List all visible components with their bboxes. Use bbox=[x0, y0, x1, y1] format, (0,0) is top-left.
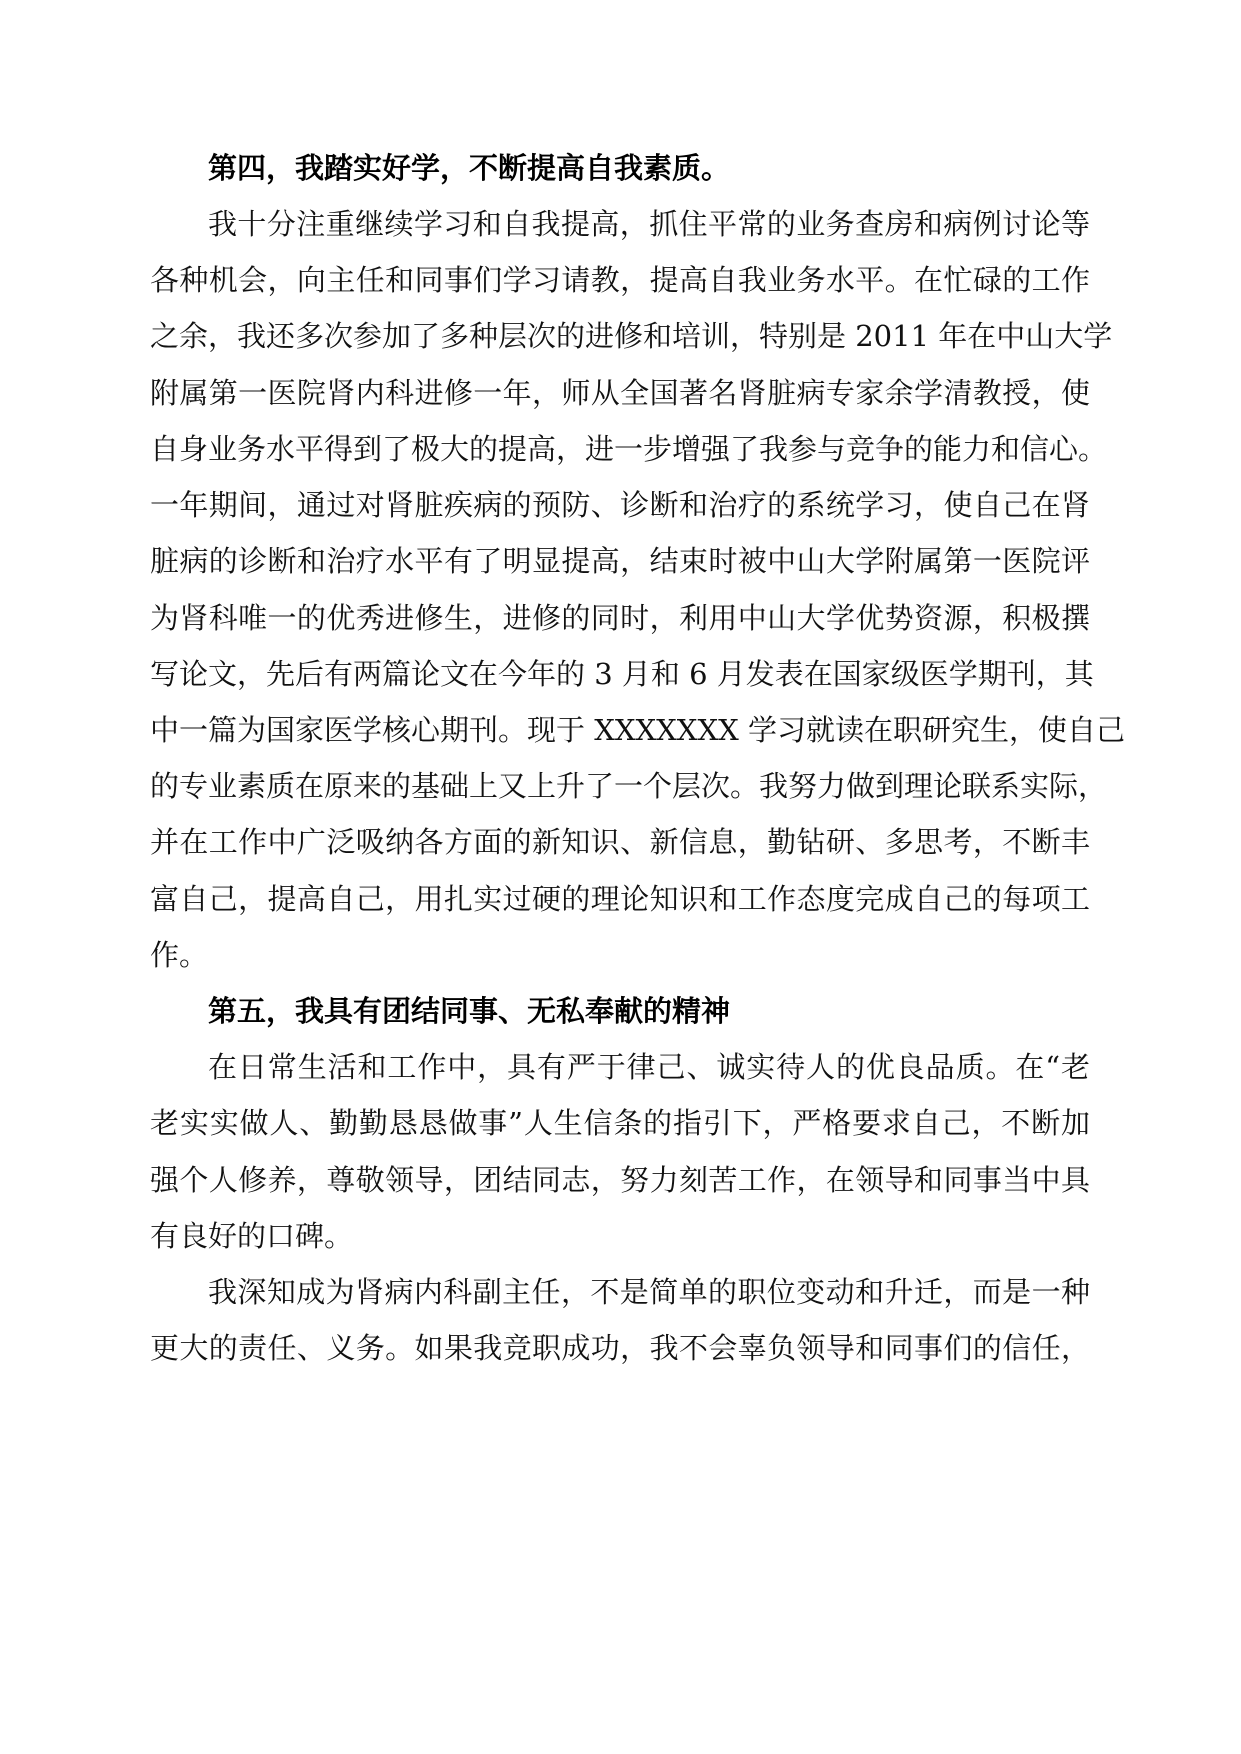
paragraph-line: 强个人修养，尊敬领导，团结同志，努力刻苦工作，在领导和同事当中具 bbox=[150, 1163, 1090, 1197]
paragraph-line: 中一篇为国家医学核心期刊。现于 XXXXXXX 学习就读在职研究生，使自己 bbox=[150, 713, 1125, 747]
section-5-heading: 第五，我具有团结同事、无私奉献的精神 bbox=[208, 994, 731, 1028]
paragraph-line: 的专业素质在原来的基础上又上升了一个层次。我努力做到理论联系实际， bbox=[150, 769, 1108, 803]
paragraph-line: 之余，我还多次参加了多种层次的进修和培训，特别是 2011 年在中山大学 bbox=[150, 319, 1113, 353]
paragraph-line: 更大的责任、义务。如果我竞职成功，我不会辜负领导和同事们的信任， bbox=[150, 1331, 1090, 1365]
paragraph-line: 自身业务水平得到了极大的提高，进一步增强了我参与竞争的能力和信心。 bbox=[150, 432, 1108, 466]
paragraph-line: 并在工作中广泛吸纳各方面的新知识、新信息，勤钻研、多思考，不断丰 bbox=[150, 825, 1090, 859]
paragraph-line: 为肾科唯一的优秀进修生，进修的同时，利用中山大学优势资源，积极撰 bbox=[150, 601, 1090, 635]
paragraph-line: 一年期间，通过对肾脏疾病的预防、诊断和治疗的系统学习，使自己在肾 bbox=[150, 488, 1090, 522]
paragraph-line: 写论文，先后有两篇论文在今年的 3 月和 6 月发表在国家级医学期刊，其 bbox=[150, 657, 1094, 691]
paragraph-line: 在日常生活和工作中，具有严于律己、诚实待人的优良品质。在“老 bbox=[208, 1050, 1090, 1084]
paragraph-line: 脏病的诊断和治疗水平有了明显提高，结束时被中山大学附属第一医院评 bbox=[150, 544, 1090, 578]
section-4-heading: 第四，我踏实好学，不断提高自我素质。 bbox=[208, 151, 731, 185]
paragraph-line: 各种机会，向主任和同事们学习请教，提高自我业务水平。在忙碌的工作 bbox=[150, 263, 1090, 297]
paragraph-line: 附属第一医院肾内科进修一年，师从全国著名肾脏病专家余学清教授，使 bbox=[150, 376, 1090, 410]
paragraph-line: 我深知成为肾病内科副主任，不是简单的职位变动和升迁，而是一种 bbox=[208, 1275, 1090, 1309]
paragraph-line: 我十分注重继续学习和自我提高，抓住平常的业务查房和病例讨论等 bbox=[208, 207, 1090, 241]
paragraph-line: 老实实做人、勤勤恳恳做事”人生信条的指引下，严格要求自己，不断加 bbox=[150, 1106, 1090, 1140]
paragraph-line: 富自己，提高自己，用扎实过硬的理论知识和工作态度完成自己的每项工 bbox=[150, 882, 1090, 916]
paragraph-line: 作。 bbox=[150, 938, 209, 972]
paragraph-line: 有良好的口碑。 bbox=[150, 1219, 354, 1253]
